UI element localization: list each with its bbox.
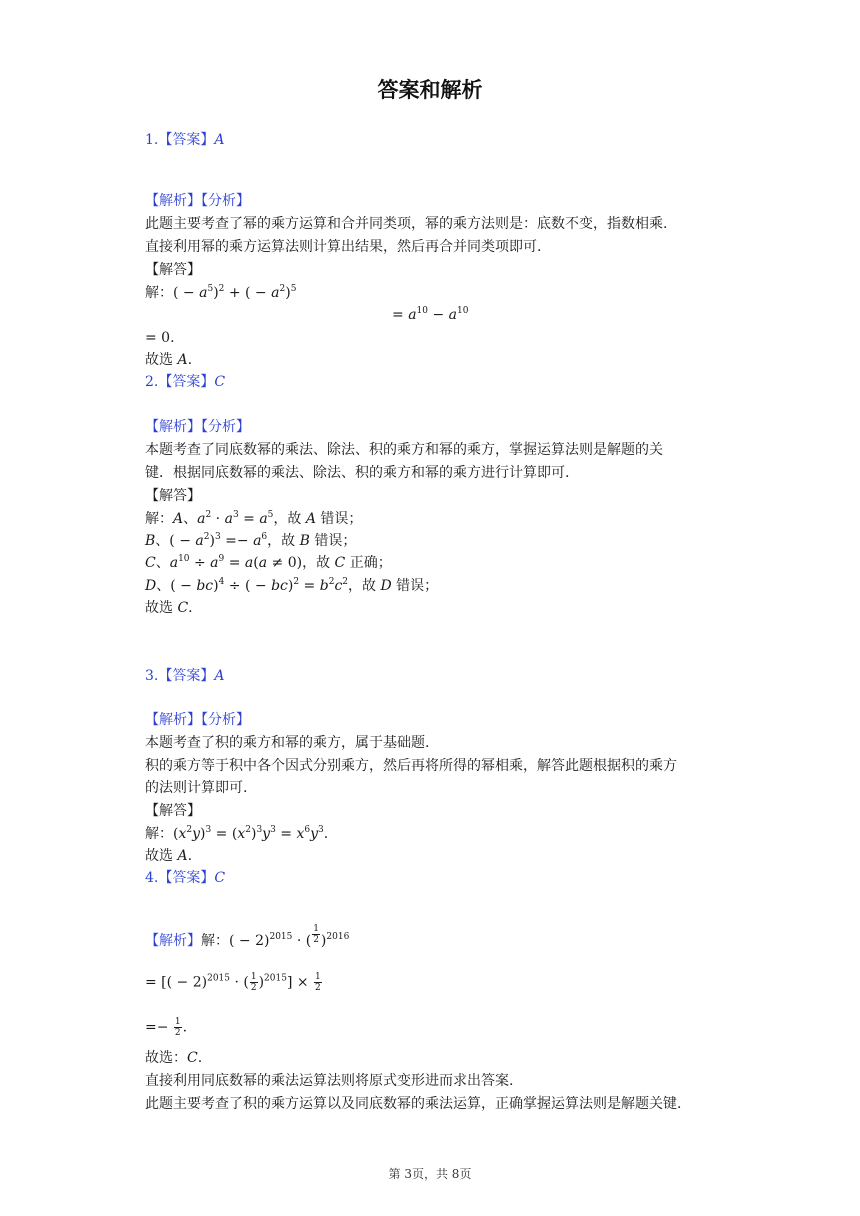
analysis-text: 本题考查了积的乘方和幂的乘方，属于基础题.: [145, 735, 430, 751]
analysis-tag: 【解析】【分析】: [145, 712, 250, 728]
analysis-text: 此题主要考查了幂的乘方运算和合并同类项，幂的乘方法则是：底数不变，指数相乘.: [145, 216, 668, 232]
option-line-a: 解：A、$a^2 \cdot a^3 = a^5$，故 A 错误；: [145, 510, 363, 527]
analysis-text: 键．根据同底数幂的乘法、除法、积的乘方和幂的乘方进行计算即可.: [145, 465, 570, 481]
answer-line-2: [145, 372, 225, 392]
solution-tag: 【解答】: [145, 262, 201, 278]
conclusion-line: 故选 C.: [145, 600, 193, 616]
analysis-tag: 【解析】: [145, 933, 201, 949]
solution-tag: 【解答】: [145, 488, 201, 504]
question-number: 1.: [145, 132, 159, 148]
math-line: = 0.: [145, 330, 175, 346]
conclusion-line: 故选 A.: [145, 848, 193, 864]
solve-prefix: 解：: [145, 285, 173, 301]
option-line-d: D、( − bc)$^4$ ÷ ( − $bc)^2 = b^2c^2$，故 D 错误；: [145, 577, 439, 594]
analysis-tag: 【解析】【分析】: [145, 193, 250, 209]
question-number: 3.: [145, 668, 159, 684]
analysis-tag: 【解析】【分析】: [145, 419, 250, 435]
analysis-text: 直接利用同底数幂的乘法运算法则将原式变形进而求出答案.: [145, 1073, 514, 1089]
page-title: 答案和解析: [377, 78, 483, 102]
math-line: =− $\frac{1}{2}$ .: [145, 1017, 188, 1038]
answer-tag: 【答案】: [158, 374, 215, 390]
option-line-b: B、( − $a^2)^3 =- a^6$，故 B 错误；: [145, 532, 357, 549]
analysis-text: 本题考查了同底数幂的乘法、除法、积的乘方和幂的乘方，掌握运算法则是解题的关: [145, 442, 663, 458]
question-number: 4.: [145, 870, 159, 886]
math-line: = $a^{10} - a^{10}$: [392, 306, 469, 323]
math-line: 解：( − $a^5)^2$ + ( − $a^2)^5$: [145, 284, 297, 301]
math-line: = [( − 2)$^{2015}$ · ( $\frac{1}{2}$ )$^{2015}$] × $\frac{1}{2}$: [145, 972, 321, 993]
answer-tag: 【答案】: [158, 132, 215, 148]
conclusion-line: 故选：C.: [145, 1050, 203, 1066]
conclusion-line: 故选 A.: [145, 352, 193, 368]
question-number: 2.: [145, 374, 159, 390]
answer-line-1: [145, 130, 224, 150]
answer-line-4: [145, 868, 225, 888]
answer-letter: A: [214, 132, 225, 148]
answer-letter: A: [214, 668, 225, 684]
page-footer: 第 3页，共 8页: [388, 1167, 472, 1181]
answer-letter: C: [214, 374, 226, 390]
answer-line-3: [145, 666, 224, 686]
math-line: 解：$(x^2y)^3 = (x^2)^3y^3 = x^6y^3$.: [145, 825, 329, 842]
solution-tag: 【解答】: [145, 803, 201, 819]
answer-letter: C: [214, 870, 226, 886]
analysis-text: 的法则计算即可.: [145, 780, 248, 796]
option-line-c: C、$a^{10} \div a^9 = a(a \ne 0)$，故 C 正确；: [145, 554, 392, 571]
analysis-text: 积的乘方等于积中各个因式分别乘方，然后再将所得的幂相乘，解答此题根据积的乘方: [145, 758, 677, 774]
math-line: 【解析】解：( − 2)$^{2015}$ · ( $\frac{1}{2}$ )$^{2016}$: [145, 924, 350, 949]
answer-tag: 【答案】: [158, 870, 215, 886]
analysis-text: 此题主要考查了积的乘方运算以及同底数幂的乘法运算，正确掌握运算法则是解题关键.: [145, 1096, 682, 1112]
answer-tag: 【答案】: [158, 668, 215, 684]
analysis-text: 直接利用幂的乘方运算法则计算出结果，然后再合并同类项即可.: [145, 239, 542, 255]
